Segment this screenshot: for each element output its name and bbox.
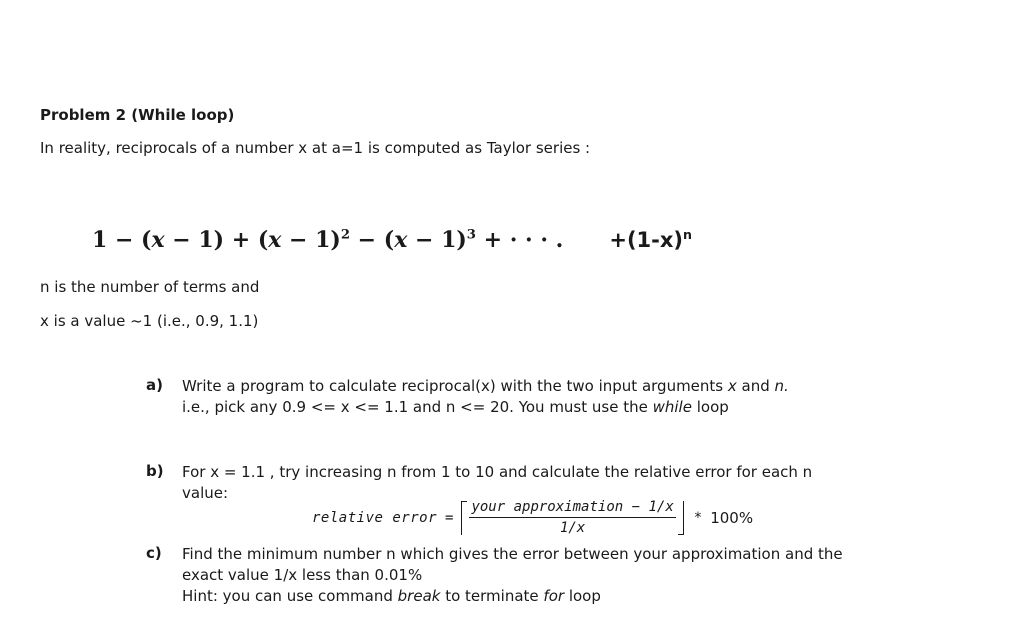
error-fraction <box>469 499 675 536</box>
text-run: and <box>736 377 775 395</box>
series-expression <box>92 227 563 253</box>
formula-part: − 1) + ( <box>164 227 269 253</box>
relative-error-formula <box>312 499 753 536</box>
equals-sign: = <box>445 509 454 526</box>
definition-x: x is a value ~1 (i.e., 0.9, 1.1) <box>40 312 259 330</box>
text-run: for <box>543 587 565 605</box>
text-run: while <box>652 398 692 416</box>
item-a-line1 <box>182 376 789 397</box>
formula-part: 1 − ( <box>92 227 152 253</box>
item-c-line1: Find the minimum number n which gives the error between your approximation and the <box>182 545 843 563</box>
text-run: Write a program to calculate reciprocal(x) with the two input arguments <box>182 377 728 395</box>
error-denominator: 1/x <box>559 520 586 536</box>
last-term-base: +(1-x) <box>609 228 684 252</box>
taylor-series-formula <box>92 227 692 253</box>
item-b-line2: value: <box>182 484 229 502</box>
text-run: x <box>727 377 737 395</box>
abs-bar-right <box>678 501 684 535</box>
item-b-label: b) <box>146 462 164 480</box>
item-c-line2: exact value 1/x less than 0.01% <box>182 566 423 584</box>
formula-power: 2 <box>340 227 351 243</box>
times-sign: * <box>693 509 703 526</box>
item-c-label: c) <box>146 544 162 562</box>
text-run: loop <box>691 398 729 416</box>
item-b-text <box>182 462 812 504</box>
error-lhs: relative error <box>312 509 438 526</box>
text-run: to terminate <box>440 587 544 605</box>
item-b-line1: For x = 1.1 , try increasing n from 1 to 10 and calculate the relative error for each n <box>182 463 813 481</box>
text-run: i.e., pick any 0.9 <= x <= 1.1 and n <= 20. You must use the <box>182 398 653 416</box>
error-numerator: your approximation − 1/x <box>469 499 675 518</box>
formula-var: x <box>394 227 408 253</box>
formula-part: + · · · . <box>475 227 564 253</box>
formula-part: − ( <box>350 227 395 253</box>
item-c-line3 <box>182 586 843 607</box>
text-run: Hint: you can use command <box>182 587 398 605</box>
text-run: loop <box>564 587 601 605</box>
item-a-line2 <box>182 397 789 418</box>
last-term-power: n <box>683 227 692 242</box>
formula-power: 3 <box>466 227 476 243</box>
text-run: n. <box>774 377 789 395</box>
percent-value: 100% <box>710 508 754 527</box>
definition-n: n is the number of terms and <box>40 278 260 296</box>
abs-bar-left <box>461 501 467 535</box>
intro-text: In reality, reciprocals of a number x at a=1 is computed as Taylor series : <box>40 139 591 157</box>
series-last-term <box>609 228 692 252</box>
formula-part: − 1) <box>407 227 467 253</box>
item-a-text <box>182 376 789 418</box>
problem-title: Problem 2 (While loop) <box>40 106 235 124</box>
formula-var: x <box>268 227 282 253</box>
formula-part: − 1) <box>281 227 341 253</box>
item-a-label: a) <box>146 376 163 394</box>
text-run: break <box>397 587 441 605</box>
formula-var: x <box>151 227 165 253</box>
item-c-text <box>182 544 843 607</box>
